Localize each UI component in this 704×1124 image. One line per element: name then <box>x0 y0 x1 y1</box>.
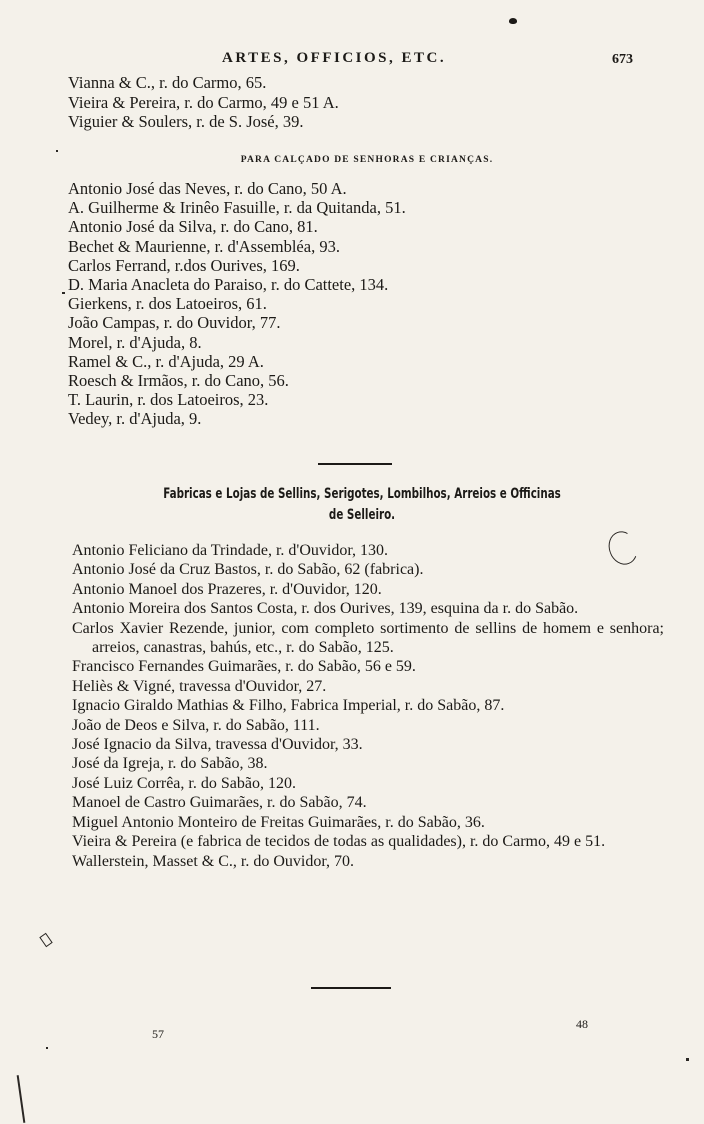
ink-blot <box>509 18 517 24</box>
list-item: Carlos Xavier Rezende, junior, com completo sortimento de sellins de homem e senhora; arreios, canastras, bahús, etc., r. do Sabão, 125. <box>72 619 664 657</box>
list-item: Ignacio Giraldo Mathias & Filho, Fabrica Imperial, r. do Sabão, 87. <box>72 697 505 715</box>
list-item: José Luiz Corrêa, r. do Sabão, 120. <box>72 774 296 792</box>
list-item: João de Deos e Silva, r. do Sabão, 111. <box>72 716 320 734</box>
list-item: João Campas, r. do Ouvidor, 77. <box>68 313 281 333</box>
divider-rule <box>318 463 392 465</box>
speck <box>56 150 58 152</box>
list-item: Roesch & Irmãos, r. do Cano, 56. <box>68 371 289 391</box>
list-item: Antonio José das Neves, r. do Cano, 50 A. <box>68 179 347 198</box>
list-item: José Ignacio da Silva, travessa d'Ouvidor, 33. <box>72 736 363 754</box>
section-title <box>82 484 642 526</box>
list-item: Antonio José da Silva, r. do Cano, 81. <box>68 217 318 237</box>
list-item: Vianna & C., r. do Carmo, 65. <box>68 73 267 92</box>
section-title-line: Fabricas e Lojas de Sellins, Serigotes, Lombilhos, Arreios e Officinas <box>163 486 561 502</box>
page-number: 673 <box>612 52 633 67</box>
margin-pencil-mark <box>39 933 52 947</box>
list-item: Manoel de Castro Guimarães, r. do Sabão, 74. <box>72 794 367 812</box>
speck <box>686 1058 689 1061</box>
list-item: Gierkens, r. dos Latoeiros, 61. <box>68 294 267 314</box>
speck <box>46 1047 48 1049</box>
signature-mark-right: 48 <box>576 1017 588 1031</box>
section-title-line: de Selleiro. <box>328 507 396 523</box>
list-item: Antonio Manoel dos Prazeres, r. d'Ouvidor, 120. <box>72 580 382 598</box>
entry-list-continued <box>0 73 704 132</box>
margin-pencil-stroke <box>17 1075 26 1123</box>
list-item: José da Igreja, r. do Sabão, 38. <box>72 755 268 773</box>
entry-list-shoes <box>0 179 704 429</box>
list-item: Vedey, r. d'Ajuda, 9. <box>68 409 202 429</box>
list-item: Morel, r. d'Ajuda, 8. <box>68 332 202 352</box>
list-item: D. Maria Anacleta do Paraiso, r. do Cattete, 134. <box>68 275 389 295</box>
list-item: Antonio Moreira dos Santos Costa, r. dos Ourives, 139, esquina da r. do Sabão. <box>72 600 579 618</box>
subheading: PARA CALÇADO DE SENHORAS E CRIANÇAS. <box>240 155 494 165</box>
list-item: Viguier & Soulers, r. de S. José, 39. <box>68 112 304 132</box>
list-item: Ramel & C., r. d'Ajuda, 29 A. <box>68 351 264 371</box>
list-item: Miguel Antonio Monteiro de Freitas Guimarães, r. do Sabão, 36. <box>72 813 485 831</box>
list-item: Vieira & Pereira (e fabrica de tecidos de todas as qualidades), r. do Carmo, 49 e 51. <box>72 833 606 851</box>
list-item: Antonio José da Cruz Bastos, r. do Sabão, 62 (fabrica). <box>72 561 424 579</box>
list-item: Carlos Ferrand, r.dos Ourives, 169. <box>68 255 300 275</box>
list-item: Vieira & Pereira, r. do Carmo, 49 e 51 A. <box>68 92 339 112</box>
list-item: Francisco Fernandes Guimarães, r. do Sabão, 56 e 59. <box>72 658 416 676</box>
list-item: T. Laurin, r. dos Latoeiros, 23. <box>68 390 269 410</box>
speck <box>62 292 65 294</box>
list-item: Wallerstein, Masset & C., r. do Ouvidor, 70. <box>72 852 355 870</box>
page-title: ARTES, OFFICIOS, ETC. <box>222 50 447 66</box>
list-item: Bechet & Maurienne, r. d'Assembléa, 93. <box>68 236 340 256</box>
divider-rule <box>311 987 391 989</box>
page-header <box>0 50 704 72</box>
signature-mark-left: 57 <box>152 1027 164 1041</box>
list-item: Antonio Feliciano da Trindade, r. d'Ouvidor, 130. <box>72 542 388 559</box>
list-item: Heliès & Vigné, travessa d'Ouvidor, 27. <box>72 677 327 695</box>
entry-list-saddlery <box>0 541 704 871</box>
list-item: A. Guilherme & Irinêo Fasuille, r. da Quitanda, 51. <box>68 198 406 218</box>
